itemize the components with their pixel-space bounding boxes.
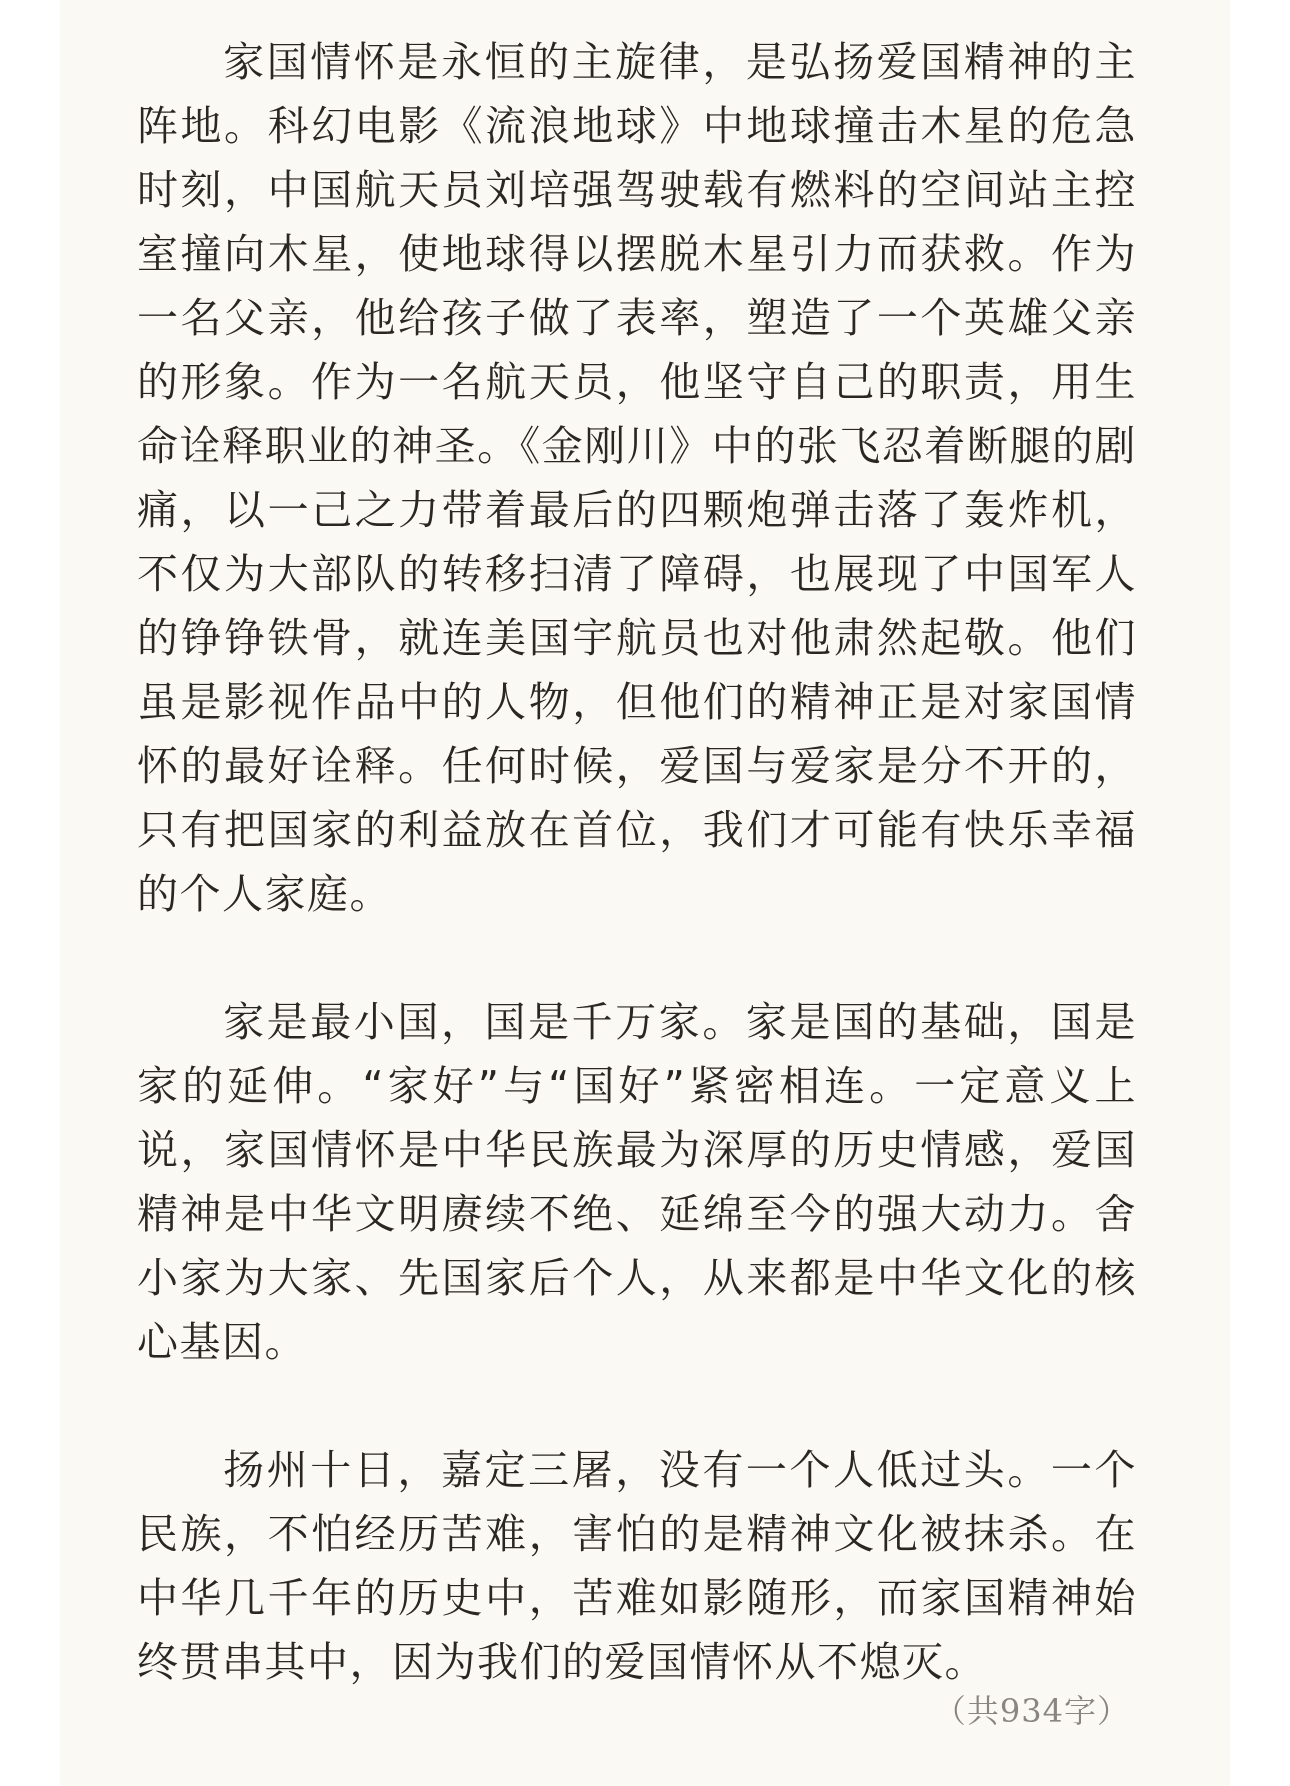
paragraph: 扬州十日，嘉定三屠，没有一个人低过头。一个民族，不怕经历苦难，害怕的是精神文化被抹杀。在中华几千年的历史中，苦难如影随形，而家国精神始终贯串其中，因为我们的爱国情怀从不熄灭。	[137, 1446, 1137, 1686]
article-body	[137, 30, 1137, 1694]
word-count: （共934字）	[933, 1692, 1130, 1730]
document-page	[60, 0, 1230, 1786]
paragraph: 家是最小国，国是千万家。家是国的基础，国是家的延伸。“家好”与“国好”紧密相连。一定意义上说，家国情怀是中华民族最为深厚的历史情感，爱国精神是中华文明赓续不绝、延绵至今的强大动力。舍小家为大家、先国家后个人，从来都是中华文化的核心基因。	[137, 998, 1137, 1366]
paragraph: 家国情怀是永恒的主旋律，是弘扬爱国精神的主阵地。科幻电影《流浪地球》中地球撞击木星的危急时刻，中国航天员刘培强驾驶载有燃料的空间站主控室撞向木星，使地球得以摆脱木星引力而获救。作为一名父亲，他给孩子做了表率，塑造了一个英雄父亲的形象。作为一名航天员，他坚守自己的职责，用生命诠释职业的神圣。《金刚川》中的张飞忍着断腿的剧痛，以一己之力带着最后的四颗炮弹击落了轰炸机，不仅为大部队的转移扫清了障碍，也展现了中国军人的铮铮铁骨，就连美国宇航员也对他肃然起敬。他们虽是影视作品中的人物，但他们的精神正是对家国情怀的最好诠释。任何时候，爱国与爱家是分不开的，只有把国家的利益放在首位，我们才可能有快乐幸福的个人家庭。	[137, 38, 1137, 918]
